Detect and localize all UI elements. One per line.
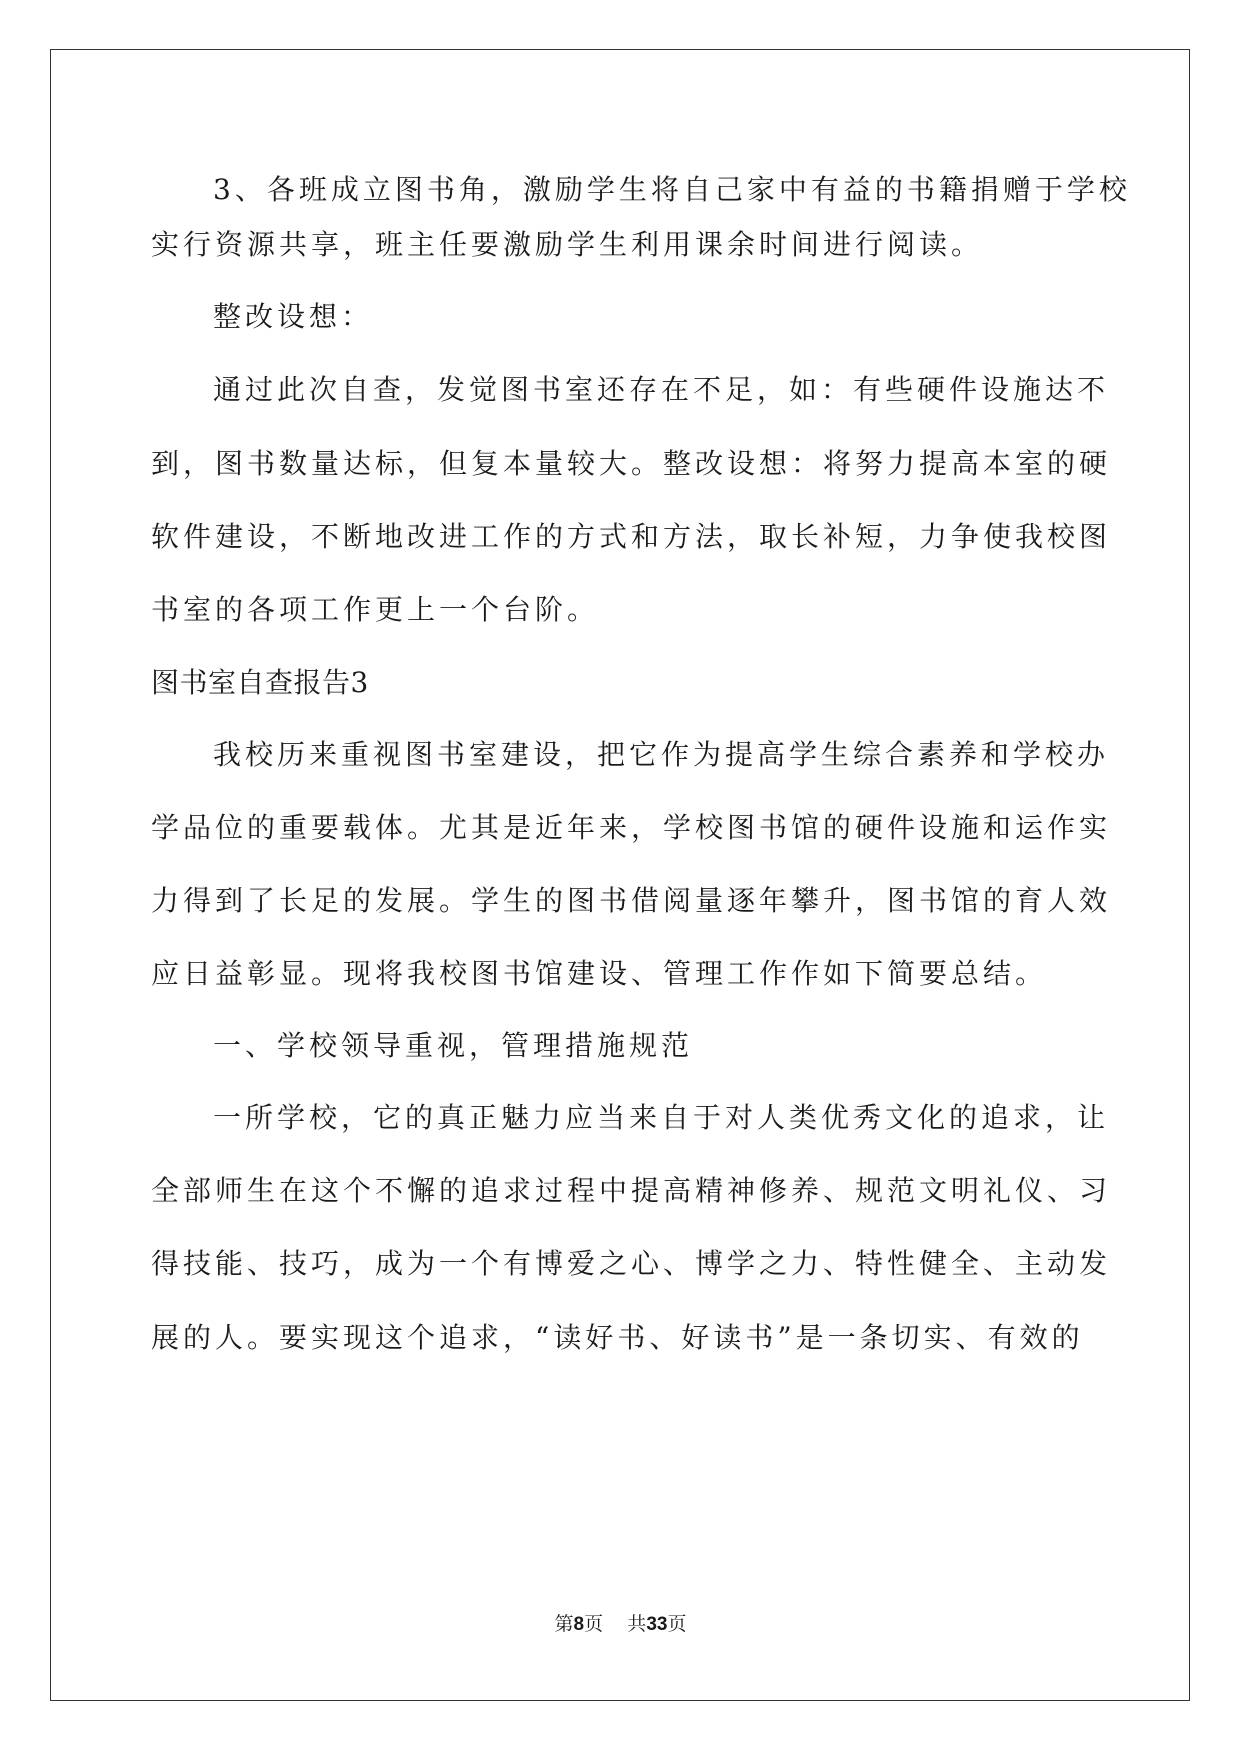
paragraph-line: 实行资源共享，班主任要激励学生利用课余时间进行阅读。: [151, 228, 984, 261]
paragraph-line: 到，图书数量达标，但复本量较大。整改设想：将努力提高本室的硬: [151, 447, 1112, 480]
paragraph-line: 我校历来重视图书室建设，把它作为提高学生综合素养和学校办: [213, 738, 1110, 771]
footer-prefix: 第: [554, 1613, 574, 1635]
paragraph-line: 一所学校，它的真正魅力应当来自于对人类优秀文化的追求，让: [213, 1101, 1110, 1134]
paragraph-line: 应日益彰显。现将我校图书馆建设、管理工作作如下简要总结。: [151, 957, 1048, 990]
paragraph-line: 软件建设，不断地改进工作的方式和方法，取长补短，力争使我校图: [151, 520, 1112, 553]
section-heading: 一、学校领导重视，管理措施规范: [213, 1029, 694, 1062]
paragraph-line: 通过此次自查，发觉图书室还存在不足，如：有些硬件设施达不: [213, 373, 1110, 406]
footer-page-unit: 页: [584, 1613, 604, 1635]
paragraph-line: 全部师生在这个不懈的追求过程中提高精神修养、规范文明礼仪、习: [151, 1174, 1112, 1207]
total-pages: 33: [646, 1614, 668, 1635]
paragraph-line: 书室的各项工作更上一个台阶。: [151, 593, 600, 626]
paragraph-line: 3、各班成立图书角，激励学生将自己家中有益的书籍捐赠于学校: [213, 173, 1131, 206]
page-number: 8: [573, 1614, 585, 1635]
report-heading: 图书室自查报告3: [151, 666, 369, 699]
page-footer: [0, 1612, 1241, 1637]
footer-total-unit: 页: [667, 1613, 687, 1635]
footer-total-prefix: 共: [627, 1613, 647, 1635]
paragraph-line: 学品位的重要载体。尤其是近年来，学校图书馆的硬件设施和运作实: [151, 811, 1112, 844]
paragraph-line: 力得到了长足的发展。学生的图书借阅量逐年攀升，图书馆的育人效: [151, 884, 1112, 917]
paragraph-line: 展的人。要实现这个追求，“读好书、好读书”是一条切实、有效的: [151, 1321, 1084, 1354]
paragraph-line: 得技能、技巧，成为一个有博爱之心、博学之力、特性健全、主动发: [151, 1247, 1112, 1280]
section-label: 整改设想：: [213, 300, 374, 333]
